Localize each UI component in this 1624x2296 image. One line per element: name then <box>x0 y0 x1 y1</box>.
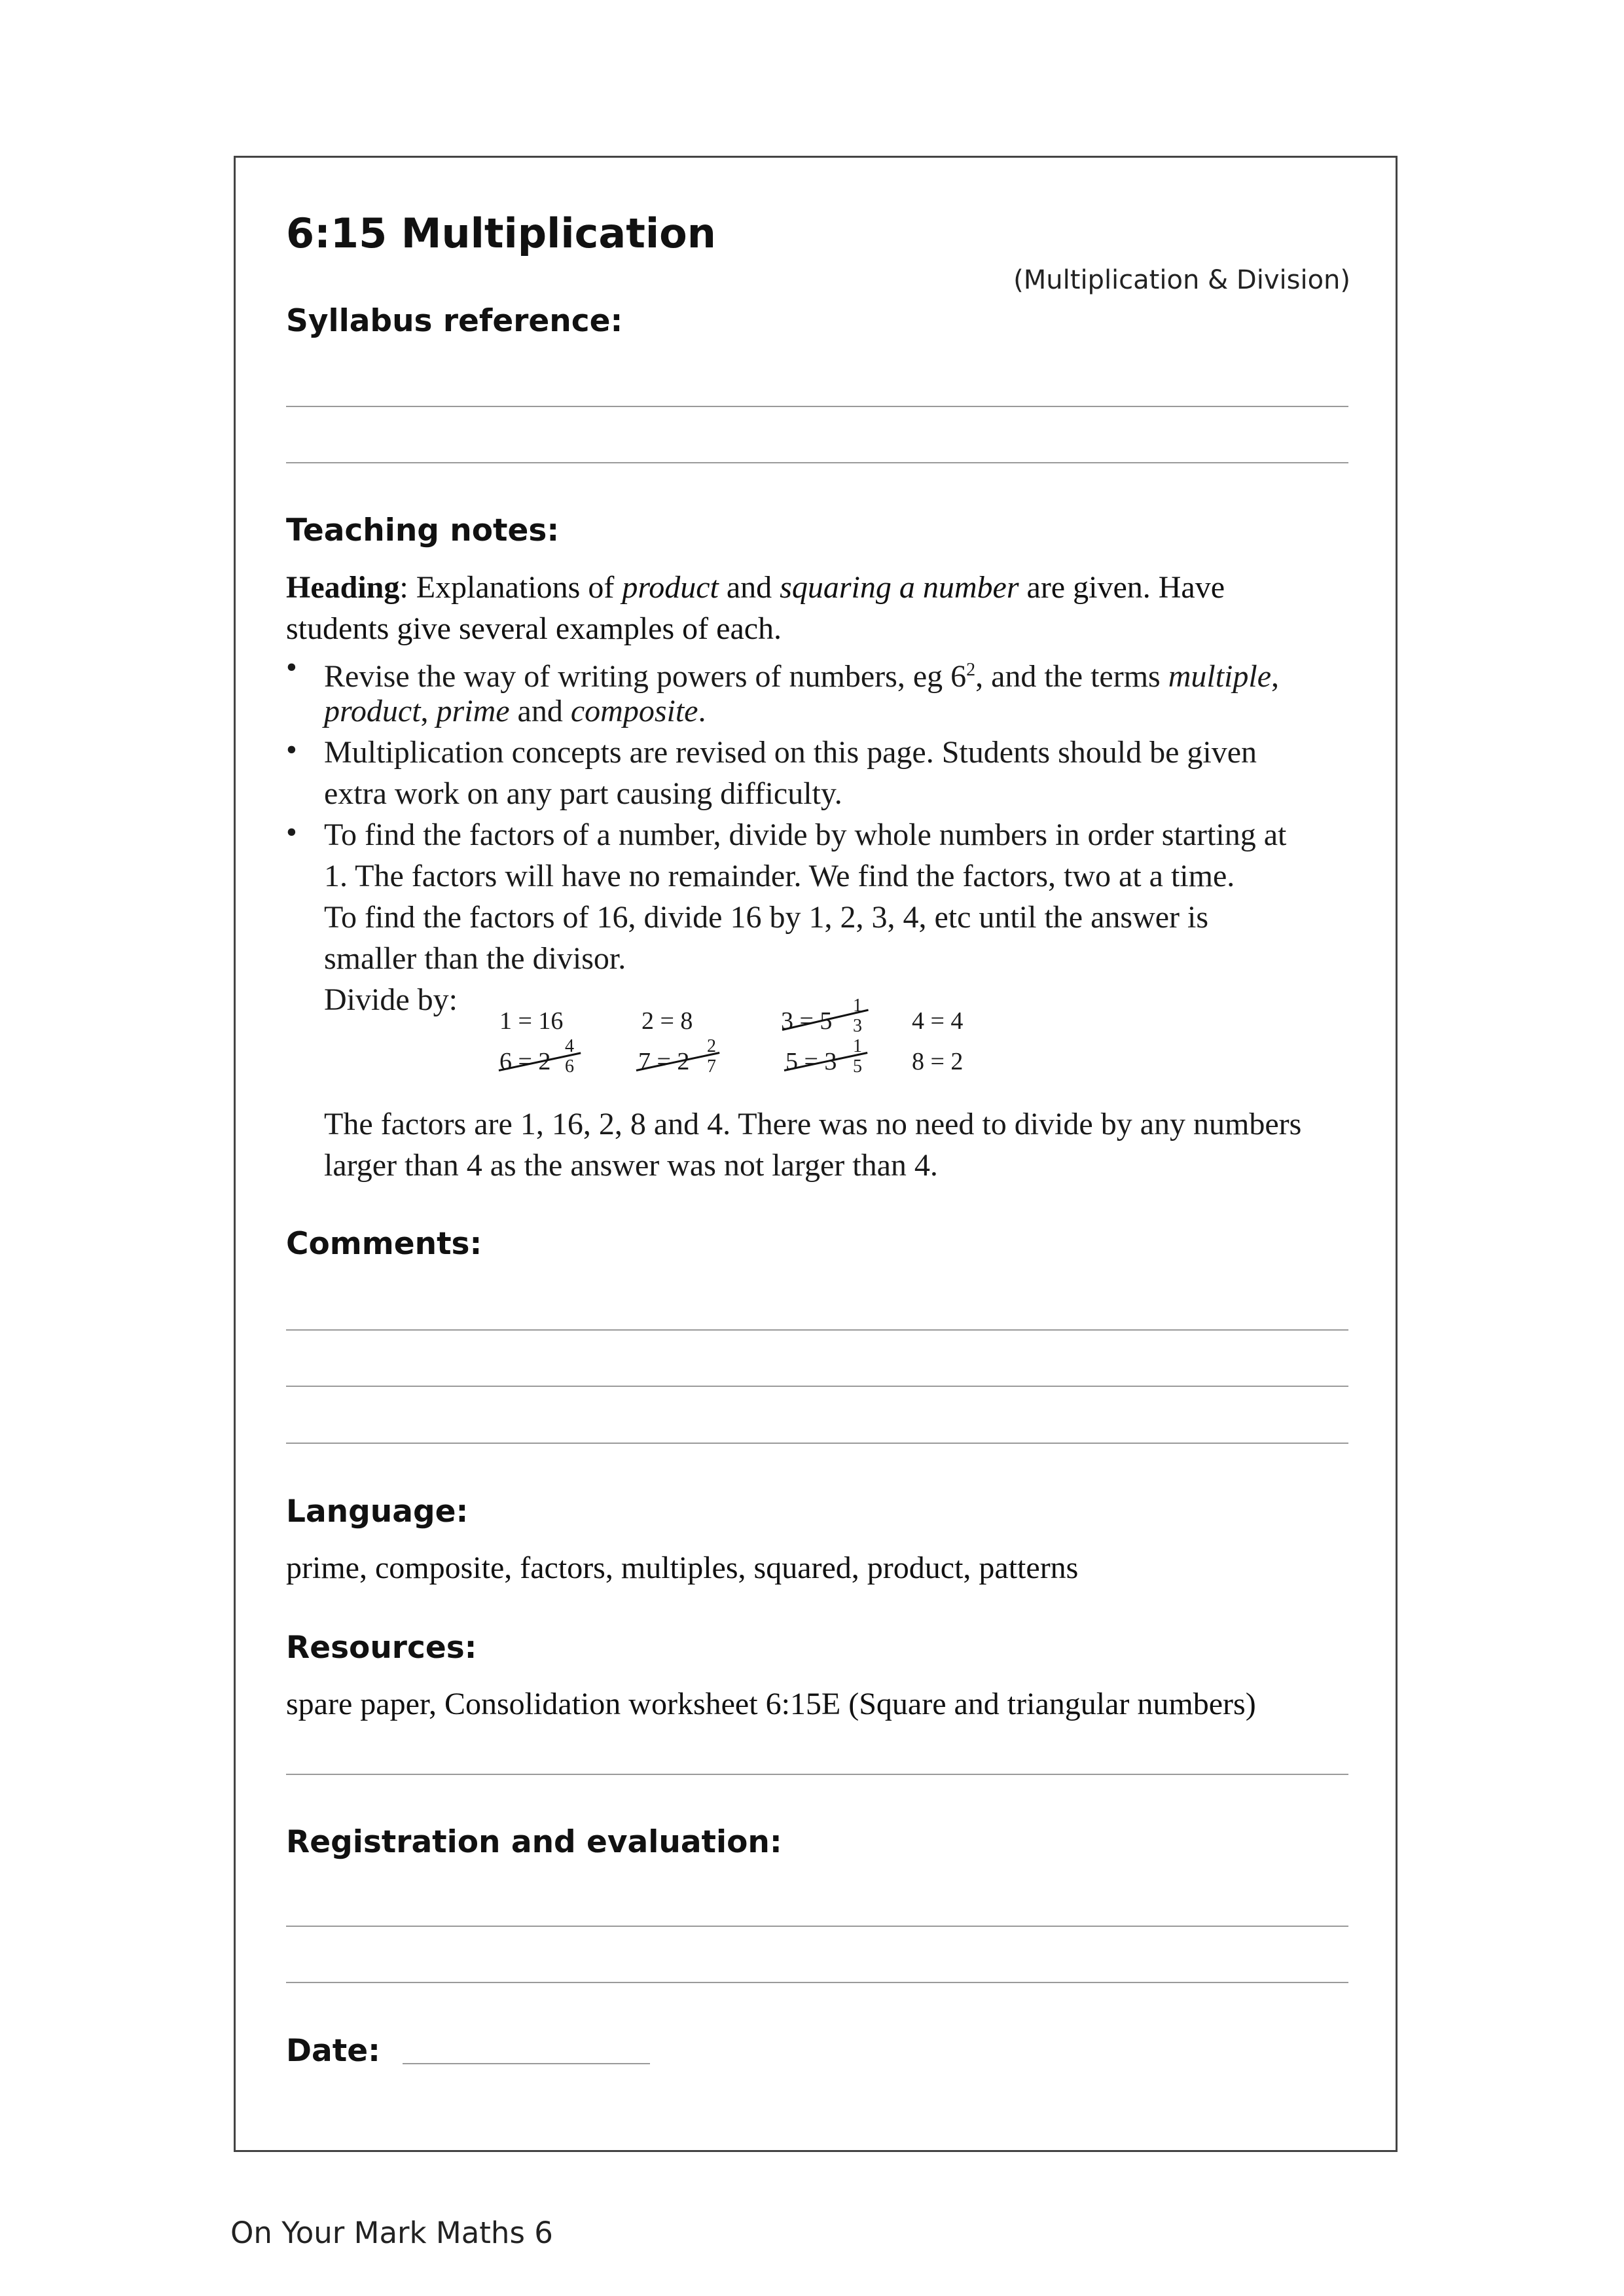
division-5-denominator: 5 <box>853 1056 862 1077</box>
comments-heading: Comments: <box>286 1226 482 1262</box>
term-prime: prime <box>436 694 510 728</box>
teaching-intro-line-2: students give several examples of each. <box>286 611 782 646</box>
division-7-denominator: 7 <box>707 1056 716 1077</box>
date-field[interactable] <box>403 2063 650 2064</box>
comments-line-1 <box>286 1329 1348 1331</box>
date-label: Date: <box>286 2033 380 2069</box>
division-2: 2 = 8 <box>641 1007 693 1035</box>
division-6-denominator: 6 <box>565 1056 574 1077</box>
division-6-numerator: 4 <box>565 1036 574 1056</box>
division-3-denominator: 3 <box>853 1016 862 1036</box>
bullet-3-line-4: smaller than the divisor. <box>324 941 626 976</box>
bullet-3-line-2: 1. The factors will have no remainder. We find the factors, two at a time. <box>324 859 1235 893</box>
comments-line-2 <box>286 1386 1348 1387</box>
term-product: product <box>324 694 421 728</box>
bullet-1-text: , <box>420 694 437 728</box>
syllabus-heading: Syllabus reference: <box>286 303 623 339</box>
conclusion-line-1: The factors are 1, 16, 2, 8 and 4. There was no need to divide by any numbers <box>324 1107 1302 1141</box>
division-1: 1 = 16 <box>499 1007 564 1035</box>
resources-text: spare paper, Consolidation worksheet 6:15E (Square and triangular numbers) <box>286 1687 1256 1721</box>
registration-line-2 <box>286 1982 1348 1983</box>
division-7: 7 = 2 <box>638 1048 690 1075</box>
bullet-1-text: . <box>698 694 706 728</box>
division-3: 3 = 5 <box>781 1007 833 1035</box>
bullet-3-line-1: To find the factors of a number, divide by whole numbers in order starting at <box>324 817 1287 852</box>
bullet-3-line-3: To find the factors of 16, divide 16 by 1, 2, 3, 4, etc until the answer is <box>324 900 1209 935</box>
bullet-1-icon: • <box>286 650 297 685</box>
division-5-numerator: 1 <box>853 1036 862 1056</box>
bullet-2-line-1: Multiplication concepts are revised on this page. Students should be given <box>324 735 1257 770</box>
footer-text: On Your Mark Maths 6 <box>230 2215 553 2250</box>
bullet-1-text: , <box>1271 659 1280 694</box>
page-title: 6:15 Multiplication <box>286 209 716 257</box>
bullet-2-line-2: extra work on any part causing difficulty. <box>324 776 842 811</box>
intro-term-product: product <box>622 570 719 605</box>
heading-label: Heading <box>286 570 400 605</box>
resources-heading: Resources: <box>286 1630 477 1666</box>
intro-term-squaring: squaring a number <box>780 570 1019 605</box>
term-multiple: multiple <box>1168 659 1272 694</box>
conclusion-line-2: larger than 4 as the answer was not larger than 4. <box>324 1148 938 1183</box>
registration-line-1 <box>286 1926 1348 1927</box>
term-composite: composite <box>570 694 698 728</box>
intro-text: are given. Have <box>1019 570 1225 605</box>
intro-text: : Explanations of <box>399 570 623 605</box>
division-7-numerator: 2 <box>707 1036 716 1056</box>
bullet-1-text: and <box>509 694 571 728</box>
division-8: 8 = 2 <box>912 1048 964 1075</box>
registration-heading: Registration and evaluation: <box>286 1824 782 1860</box>
division-5: 5 = 3 <box>785 1048 837 1075</box>
division-6: 6 = 2 <box>499 1048 551 1075</box>
comments-line-3 <box>286 1443 1348 1444</box>
intro-text: and <box>718 570 780 605</box>
teaching-intro-line-1 <box>286 567 1225 608</box>
power-exponent: 2 <box>966 660 976 680</box>
division-4: 4 = 4 <box>912 1007 964 1035</box>
page-subtitle: (Multiplication & Division) <box>1013 265 1350 295</box>
bullet-1-text: Revise the way of writing powers of numbers, eg 6 <box>324 659 967 694</box>
syllabus-line-2 <box>286 462 1348 463</box>
bullet-1-text: , and the terms <box>975 659 1168 694</box>
bullet-3-icon: • <box>286 815 297 850</box>
teaching-notes-heading: Teaching notes: <box>286 512 560 548</box>
division-3-numerator: 1 <box>853 996 862 1016</box>
syllabus-line-1 <box>286 406 1348 407</box>
bullet-2-icon: • <box>286 732 297 767</box>
language-heading: Language: <box>286 1494 469 1530</box>
resources-line <box>286 1774 1348 1775</box>
bullet-1-line-2 <box>324 691 706 732</box>
divide-by-label: Divide by: <box>324 982 458 1017</box>
language-text: prime, composite, factors, multiples, squared, product, patterns <box>286 1551 1079 1585</box>
